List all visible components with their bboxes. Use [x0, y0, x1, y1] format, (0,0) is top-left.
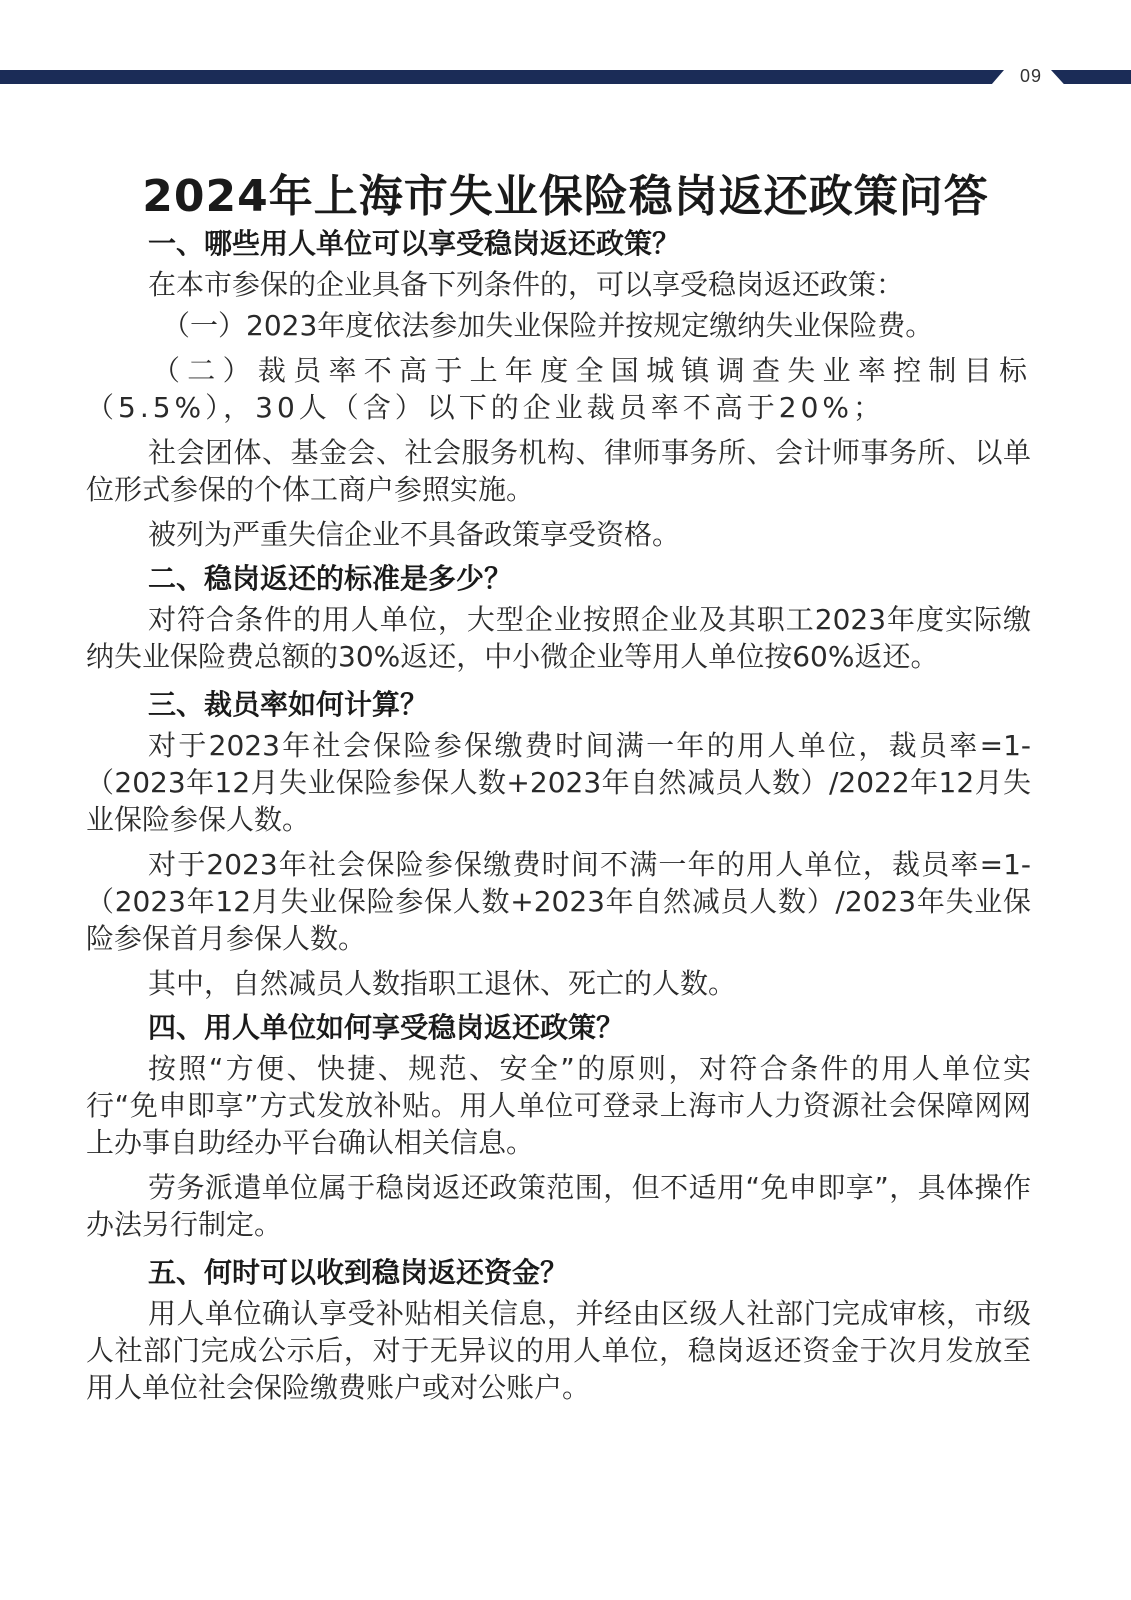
- paragraph: 被列为严重失信企业不具备政策享受资格。: [148, 518, 681, 551]
- section-heading: 二、稳岗返还的标准是多少？: [148, 562, 513, 595]
- page-title: 2024年上海市失业保险稳岗返还政策问答: [142, 171, 989, 223]
- header-band-right: [1051, 70, 1131, 84]
- section-return-standard: [86, 557, 1031, 683]
- section-heading: 五、何时可以收到稳岗返还资金？: [148, 1256, 569, 1289]
- section-heading: 一、哪些用人单位可以享受稳岗返还政策？: [148, 227, 681, 260]
- section-funds-timing: [86, 1251, 1031, 1414]
- section-how-to-enjoy: [86, 1006, 1031, 1251]
- paragraph: 对于2023年社会保险参保缴费时间不满一年的用人单位，裁员率=1-（2023年12月失业保险参保人数+2023年自然减员人数）/2023年失业保险参保首月参保人数。: [86, 848, 1031, 955]
- header-band-left: [0, 70, 1004, 84]
- page-number: 09: [1019, 66, 1043, 86]
- paragraph: 在本市参保的企业具备下列条件的，可以享受稳岗返还政策：: [148, 268, 905, 301]
- document-body: [86, 222, 1031, 1414]
- paragraph: 按照“方便、快捷、规范、安全”的原则，对符合条件的用人单位实行“免申即享”方式发放补贴。用人单位可登录上海市人力资源社会保障网网上办事自助经办平台确认相关信息。: [86, 1052, 1031, 1159]
- paragraph: （一）2023年度依法参加失业保险并按规定缴纳失业保险费。: [162, 309, 934, 342]
- section-eligibility: [86, 222, 1031, 557]
- header-band: [0, 70, 1131, 86]
- paragraph: 其中，自然减员人数指职工退休、死亡的人数。: [148, 967, 737, 1000]
- section-layoff-rate: [86, 683, 1031, 1006]
- section-heading: 四、用人单位如何享受稳岗返还政策？: [148, 1011, 625, 1044]
- paragraph: 对于2023年社会保险参保缴费时间满一年的用人单位，裁员率=1-（2023年12月失业保险参保人数+2023年自然减员人数）/2022年12月失业保险参保人数。: [86, 729, 1031, 836]
- paragraph: 对符合条件的用人单位，大型企业按照企业及其职工2023年度实际缴纳失业保险费总额的30%返还，中小微企业等用人单位按60%返还。: [86, 603, 1031, 673]
- section-heading: 三、裁员率如何计算？: [148, 688, 429, 721]
- paragraph: （二）裁员率不高于上年度全国城镇调查失业率控制目标（5.5%），30人（含）以下的企业裁员率不高于20%；: [86, 354, 1031, 424]
- paragraph: 社会团体、基金会、社会服务机构、律师事务所、会计师事务所、以单位形式参保的个体工商户参照实施。: [86, 436, 1031, 506]
- paragraph: 用人单位确认享受补贴相关信息，并经由区级人社部门完成审核，市级人社部门完成公示后，对于无异议的用人单位，稳岗返还资金于次月发放至用人单位社会保险缴费账户或对公账户。: [86, 1297, 1031, 1404]
- paragraph: 劳务派遣单位属于稳岗返还政策范围，但不适用“免申即享”，具体操作办法另行制定。: [86, 1171, 1031, 1241]
